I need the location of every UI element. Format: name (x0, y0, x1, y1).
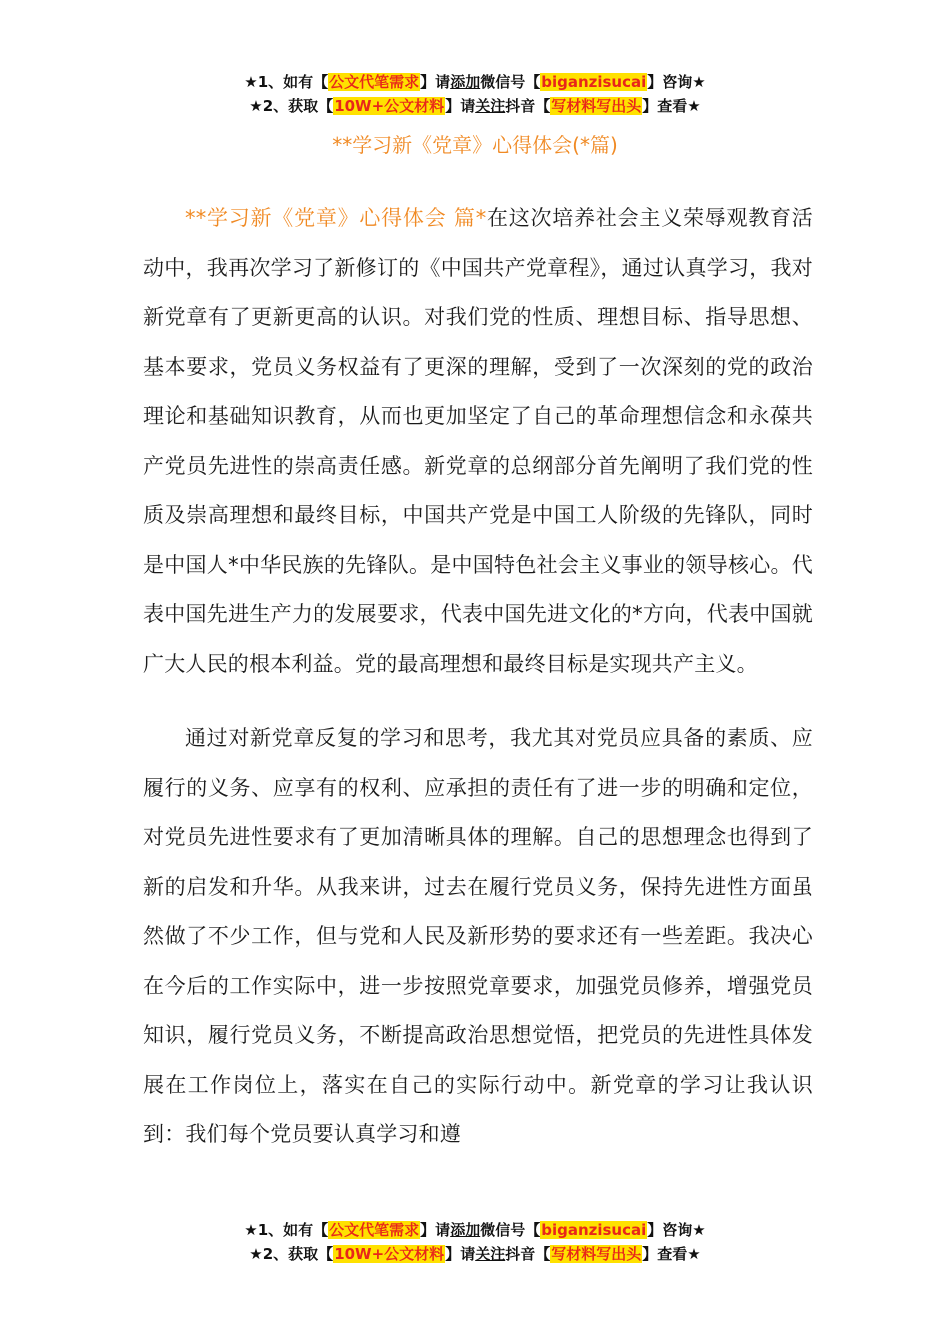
bottom-promo-banner (0, 1218, 950, 1266)
document-title: **学习新《党章》心得体会(*篇) (332, 133, 618, 157)
top-promo-banner (0, 70, 950, 118)
wechat-id: biganzisucai (541, 73, 647, 91)
promo-highlight: 公文代笔需求 (329, 1221, 420, 1239)
promo-line-1: ★1、如有【公文代笔需求】请添加微信号【biganzisucai】咨询★ (244, 73, 706, 91)
promo-highlight: 公文代笔需求 (329, 73, 420, 91)
promo-line-2: ★2、获取【10W+公文材料】请关注抖音【写材料写出头】查看★ (249, 1245, 701, 1263)
document-body (143, 194, 813, 1160)
wechat-id: biganzisucai (541, 1221, 647, 1239)
douyin-id: 写材料写出头 (551, 97, 642, 115)
promo-line-1: ★1、如有【公文代笔需求】请添加微信号【biganzisucai】咨询★ (244, 1221, 706, 1239)
douyin-id: 写材料写出头 (551, 1245, 642, 1263)
promo-highlight: 10W+公文材料 (334, 1245, 445, 1263)
promo-line-2: ★2、获取【10W+公文材料】请关注抖音【写材料写出头】查看★ (249, 97, 701, 115)
inline-section-title: **学习新《党章》心得体会 篇* (185, 206, 487, 230)
paragraph-2: 通过对新党章反复的学习和思考，我尤其对党员应具备的素质、应履行的义务、应享有的权利、应承担的责任有了进一步的明确和定位，对党员先进性要求有了更加清晰具体的理解。自己的思想理念也得到了新的启发和升华。从我来讲，过去在履行党员义务，保持先进性方面虽然做了不少工作，但与党和人民及新形势的要求还有一些差距。我决心在今后的工作实际中，进一步按照党章要求，加强党员修养，增强党员知识，履行党员义务，不断提高政治思想觉悟，把党员的先进性具体发展在工作岗位上，落实在自己的实际行动中。新党章的学习让我认识到：我们每个党员要认真学习和遵 (143, 726, 813, 1146)
paragraph-1: **学习新《党章》心得体会 篇*在这次培养社会主义荣辱观教育活动中，我再次学习了新修订的《中国共产党章程》，通过认真学习，我对新党章有了更新更高的认识。对我们党的性质、理想目标、指导思想、基本要求，党员义务权益有了更深的理解，受到了一次深刻的党的政治理论和基础知识教育，从而也更加坚定了自己的革命理想信念和永葆共产党员先进性的崇高责任感。新党章的总纲部分首先阐明了我们党的性质及崇高理想和最终目标，中国共产党是中国工人阶级的先锋队，同时是中国人*中华民族的先锋队。是中国特色社会主义事业的领导核心。代表中国先进生产力的发展要求，代表中国先进文化的*方向，代表中国就广大人民的根本利益。党的最高理想和最终目标是实现共产主义。 (143, 206, 814, 676)
promo-highlight: 10W+公文材料 (334, 97, 445, 115)
